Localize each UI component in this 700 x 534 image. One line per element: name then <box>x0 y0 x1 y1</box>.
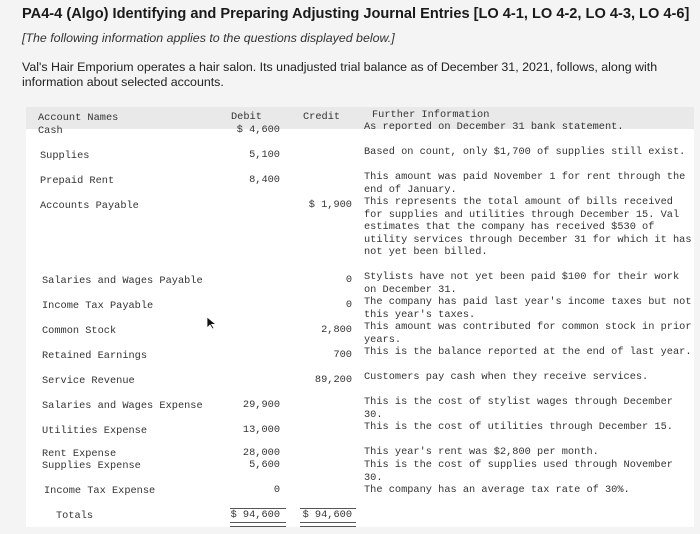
trial-balance-table <box>26 107 694 527</box>
account-name: Rent Expense <box>42 448 117 460</box>
debit-amount: 29,900 <box>242 399 280 411</box>
credit-amount: 700 <box>333 349 352 361</box>
further-information: This represents the total amount of bills received for supplies and utilities through December 15. Val estimates that the company has received $530 of utility services through December 31 for which it has not yet been billed. <box>364 196 692 259</box>
debit-amount: 8,400 <box>249 174 280 186</box>
page-title: PA4-4 (Algo) Identifying and Preparing Adjusting Journal Entries [LO 4-1, LO 4-2, LO 4-3, LO 4-6] <box>22 6 690 22</box>
intro-note: [The following information applies to the questions displayed below.] <box>22 31 395 45</box>
credit-total: $ 94,600 <box>302 509 352 521</box>
credit-amount: 0 <box>345 299 352 311</box>
credit-amount: 0 <box>345 274 352 286</box>
account-name: Common Stock <box>42 325 117 337</box>
account-name: Service Revenue <box>42 375 135 387</box>
debit-total: $ 94,600 <box>230 509 280 521</box>
credit-total-double-rule <box>300 522 356 527</box>
debit-total-double-rule <box>230 522 286 527</box>
debit-amount: 28,000 <box>242 447 280 459</box>
debit-amount: 5,100 <box>249 149 280 161</box>
further-information: This is the cost of utilities through December 15. <box>364 421 673 433</box>
further-information: This is the balance reported at the end of last year. <box>364 346 692 358</box>
account-name: Retained Earnings <box>42 350 148 362</box>
account-name: Salaries and Wages Expense <box>42 400 203 412</box>
credit-amount: $ 1,900 <box>308 199 352 211</box>
header-account-names: Account Names <box>38 112 119 124</box>
account-name: Cash <box>38 125 63 137</box>
further-information: Customers pay cash when they receive services. <box>364 371 649 383</box>
account-name: Income Tax Payable <box>42 300 154 312</box>
account-name: Supplies <box>40 150 90 162</box>
account-name: Salaries and Wages Payable <box>42 275 203 287</box>
further-information: This amount was paid November 1 for rent through the end of January. <box>364 171 686 196</box>
further-information: This is the cost of supplies used through November 30. <box>364 459 673 484</box>
account-name: Utilities Expense <box>42 425 148 437</box>
header-further-information: Further Information <box>372 109 490 121</box>
debit-amount: 13,000 <box>242 424 280 436</box>
header-debit: Debit <box>231 111 262 123</box>
account-name: Income Tax Expense <box>44 485 156 497</box>
account-name: Supplies Expense <box>42 460 141 472</box>
credit-amount: 89,200 <box>314 374 352 386</box>
further-information: Stylists have not yet been paid $100 for their work on December 31. <box>364 271 680 296</box>
account-name: Prepaid Rent <box>40 175 115 187</box>
further-information: The company has paid last year's income taxes but not this year's taxes. <box>364 296 692 321</box>
account-name: Accounts Payable <box>40 200 139 212</box>
further-information: The company has an average tax rate of 30%. <box>364 484 630 496</box>
debit-amount: 5,600 <box>249 459 280 471</box>
further-information: As reported on December 31 bank statement. <box>364 121 624 133</box>
further-information: Based on count, only $1,700 of supplies still exist. <box>364 146 686 158</box>
debit-amount: $ 4,600 <box>236 124 280 136</box>
further-information: This year's rent was $2,800 per month. <box>364 446 599 458</box>
totals-label: Totals <box>56 510 94 522</box>
debit-amount: 0 <box>273 484 280 496</box>
problem-description: Val's Hair Emporium operates a hair salon. Its unadjusted trial balance as of December 31, 2021, follows, along with information about selected accounts. <box>22 60 658 89</box>
credit-amount: 2,800 <box>321 324 352 336</box>
further-information: This is the cost of stylist wages through December 30. <box>364 396 673 421</box>
further-information: This amount was contributed for common stock in prior years. <box>364 321 692 346</box>
mouse-cursor-icon <box>206 316 218 330</box>
header-credit: Credit <box>303 111 341 123</box>
